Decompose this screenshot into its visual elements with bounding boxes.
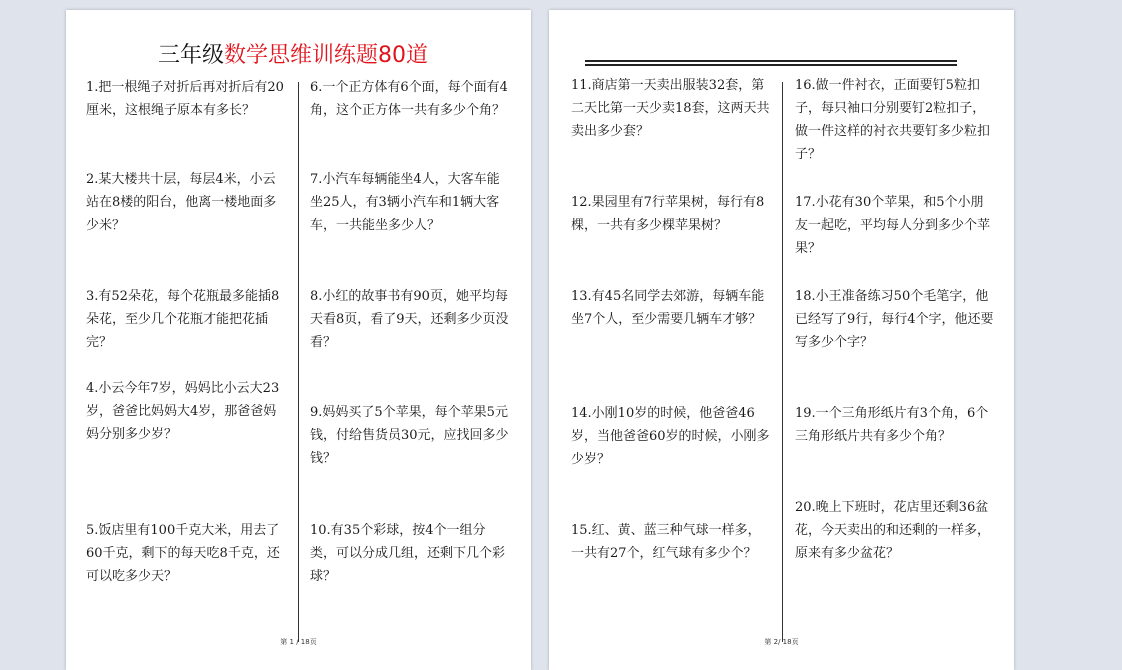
page-footer: 第 1 / 18页	[280, 638, 317, 646]
title-subject: 数学思维训练题80道	[224, 43, 429, 68]
question-18: 18.小王准备练习50个毛笔字，他已经写了9行，每行4个字，他还要写多少个字？	[795, 289, 994, 350]
title-grade: 三年级	[158, 43, 225, 68]
question-20: 20.晚上下班时，花店里还剩36盆花，今天卖出的和还剩的一样多，原来有多少盆花？	[795, 500, 991, 561]
question-5: 5.饭店里有100千克大米，用去了60千克，剩下的每天吃8千克，还可以吃多少天？	[86, 523, 280, 584]
question-7: 7.小汽车每辆能坐4人，大客车能坐25人，有3辆小汽车和1辆大客车，一共能坐多少人？	[310, 172, 500, 233]
column-divider	[782, 82, 783, 642]
document-page-1	[66, 10, 531, 670]
question-6: 6.一个正方体有6个面，每个面有4角，这个正方体一共有多少个角？	[310, 80, 508, 118]
column-divider	[298, 82, 299, 642]
question-14: 14.小刚10岁的时候，他爸爸46岁，当他爸爸60岁的时候，小刚多少岁？	[571, 406, 770, 467]
question-12: 12.果园里有7行苹果树，每行有8棵，一共有多少棵苹果树？	[571, 195, 765, 233]
question-19: 19.一个三角形纸片有3个角，6个三角形纸片共有多少个角？	[795, 406, 989, 444]
question-17: 17.小花有30个苹果，和5个小朋友一起吃，平均每人分到多少个苹果？	[795, 195, 991, 256]
question-2: 2.某大楼共十层，每层4米，小云站在8楼的阳台，他离一楼地面多少米？	[86, 172, 277, 233]
question-16: 16.做一件衬衣，正面要钉5粒扣子，每只袖口分别要钉2粒扣子，做一件这样的衬衣共要钉多少粒扣子？	[795, 78, 991, 162]
question-8: 8.小红的故事书有90页，她平均每天看8页，看了9天，还剩多少页没看？	[310, 289, 509, 350]
page-title	[158, 38, 428, 69]
question-9: 9.妈妈买了5个苹果，每个苹果5元钱，付给售货员30元，应找回多少钱？	[310, 405, 509, 466]
question-4: 4.小云今年7岁，妈妈比小云大23岁，爸爸比妈妈大4岁，那爸爸妈妈分别多少岁？	[86, 381, 280, 442]
question-1: 1.把一根绳子对折后再对折后有20厘米，这根绳子原本有多长？	[86, 80, 284, 118]
header-rule-bottom	[585, 64, 957, 66]
header-rule-top	[585, 60, 957, 62]
page-footer: 第 2/ 18页	[764, 638, 799, 646]
question-11: 11.商店第一天卖出服装32套，第二天比第一天少卖18套，这两天共卖出多少套？	[571, 78, 770, 139]
document-page-2	[549, 10, 1014, 670]
question-10: 10.有35个彩球，按4个一组分类，可以分成几组，还剩下几个彩球？	[310, 523, 506, 584]
question-15: 15.红、黄、蓝三种气球一样多，一共有27个，红气球有多少个？	[571, 523, 761, 561]
question-3: 3.有52朵花，每个花瓶最多能插8朵花，至少几个花瓶才能把花插完？	[86, 289, 280, 350]
question-13: 13.有45名同学去郊游，每辆车能坐7个人，至少需要几辆车才够？	[571, 289, 765, 327]
